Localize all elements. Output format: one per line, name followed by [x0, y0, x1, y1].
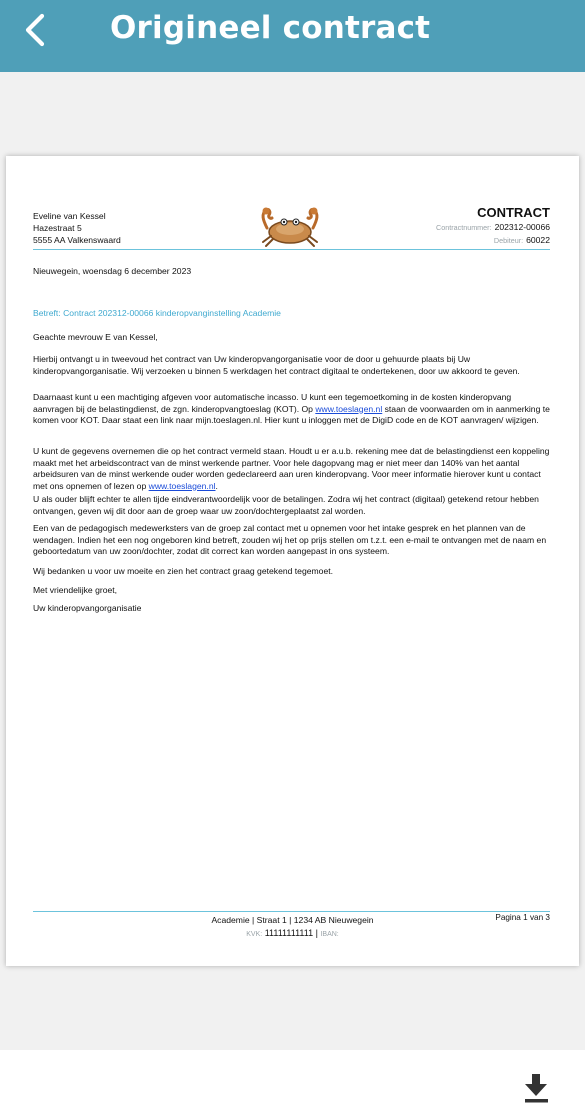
subject-line: Betreft: Contract 202312-00066 kinderopvanginstelling Academie	[33, 308, 281, 318]
toeslagen-link-2[interactable]: www.toeslagen.nl	[148, 480, 216, 491]
chevron-left-icon	[18, 10, 58, 50]
footer-kvk-label: KVK:	[246, 931, 263, 938]
page-number: Pagina 1 van 3	[495, 913, 550, 922]
paragraph-intro: Hierbij ontvangt u in tweevoud het contract van Uw kinderopvangorganisatie voor de door u gehuurde plaats bij Uw kinderopvangorganisatie. Wij verzoeken u binnen 5 werkdagen het contract digitaal te ondertekenen, door uw akkoord te geven.	[33, 354, 520, 376]
paragraph-gegevens-text-a: U kunt de gegevens overnemen die op het contract vermeld staan. Houdt u er a.u.b. rekening mee dat de belastingdienst een koppeling maakt met het arbeidscontract van de minst werkende partner. Voor hele dagopvang mag er niet meer dan 140% van het aantal arbeidsuren van de minst werkende ouder worden gedeclareerd aan uren kinderopvang. Voor meer informatie hierover kunt u contact met ons opnemen of lezen op	[33, 446, 550, 491]
footer-kvk-value: 11111111111	[264, 928, 314, 938]
footer-separator: |	[315, 928, 318, 938]
paragraph-pedagogisch: Een van de pedagogisch medewerksters van de groep zal contact met u opnemen voor het intake gesprek en het plannen van de wendagen. Indien het een nog ongeboren kind betreft, zouden wij het op prijs stellen om t.z.t. een e-mail te ontvangen met de naam en geboortedatum van uw zoon/dochter, zodat dit correct kan worden aangepast in ons systeem.	[33, 523, 547, 556]
debtor-label: Debiteur:	[493, 236, 524, 245]
paragraph-bedanken: Wij bedanken u voor uw moeite en zien het contract graag getekend tegemoet.	[33, 566, 334, 576]
page-title: Origineel contract	[110, 10, 431, 46]
recipient-name: Eveline van Kessel	[33, 211, 106, 221]
paragraph-gegevens-text-b: .	[215, 480, 218, 491]
closing: Met vriendelijke groet,	[33, 585, 118, 595]
download-button[interactable]	[520, 1072, 554, 1104]
greeting: Geachte mevrouw E van Kessel,	[33, 332, 158, 342]
footer-divider	[33, 911, 550, 912]
paragraph-gegevens	[33, 446, 553, 492]
debtor-row	[494, 235, 550, 245]
contract-number-label: Contractnummer:	[436, 223, 492, 232]
paragraph-incasso-text-b: staan de voorwaarden om in aanmerking te komen voor KOT. Daar staat een link naar mijn.toeslagen.nl. Hier kunt u inloggen met de DigiD code en de KOT aanvragen/ wijzigen.	[33, 403, 550, 425]
paragraph-verantwoordelijk: U als ouder blijft echter te allen tijde eindverantwoordelijk voor de betalingen. Zodra wij het contract (digitaal) getekend retour hebben ontvangen, geven wij dit door aan de groep waar uw zoon/dochtergeplaatst zal worden.	[33, 494, 539, 516]
back-button[interactable]	[18, 10, 58, 50]
recipient-city: 5555 AA Valkenswaard	[33, 235, 121, 245]
bottom-toolbar	[0, 1050, 585, 1119]
signature: Uw kinderopvangorganisatie	[33, 603, 142, 613]
contract-heading: CONTRACT	[477, 205, 550, 220]
header-divider	[33, 249, 550, 250]
contract-document[interactable]	[6, 156, 579, 966]
toeslagen-link[interactable]: www.toeslagen.nl	[315, 403, 383, 414]
download-icon	[520, 1072, 554, 1104]
contract-number-value: 202312-00066	[494, 222, 550, 232]
header-bar	[0, 0, 585, 72]
footer-iban-label: IBAN:	[320, 931, 339, 938]
debtor-value: 60022	[526, 235, 550, 245]
contract-number-row	[436, 222, 550, 232]
footer-address: Academie | Straat 1 | 1234 AB Nieuwegein	[211, 915, 374, 925]
paragraph-incasso-text-a: Daarnaast kunt u een machtiging afgeven voor automatische incasso. U kunt een tegemoetkoming in de kosten kinderopvang aanvragen bij de belastingdienst, de zgn. kinderopvangtoeslag (KOT). Op	[33, 392, 512, 414]
date-line: Nieuwegein, woensdag 6 december 2023	[33, 266, 192, 276]
paragraph-incasso	[33, 392, 553, 427]
crab-icon	[257, 206, 323, 248]
footer-registration	[6, 928, 579, 938]
recipient-street: Hazestraat 5	[33, 223, 82, 233]
